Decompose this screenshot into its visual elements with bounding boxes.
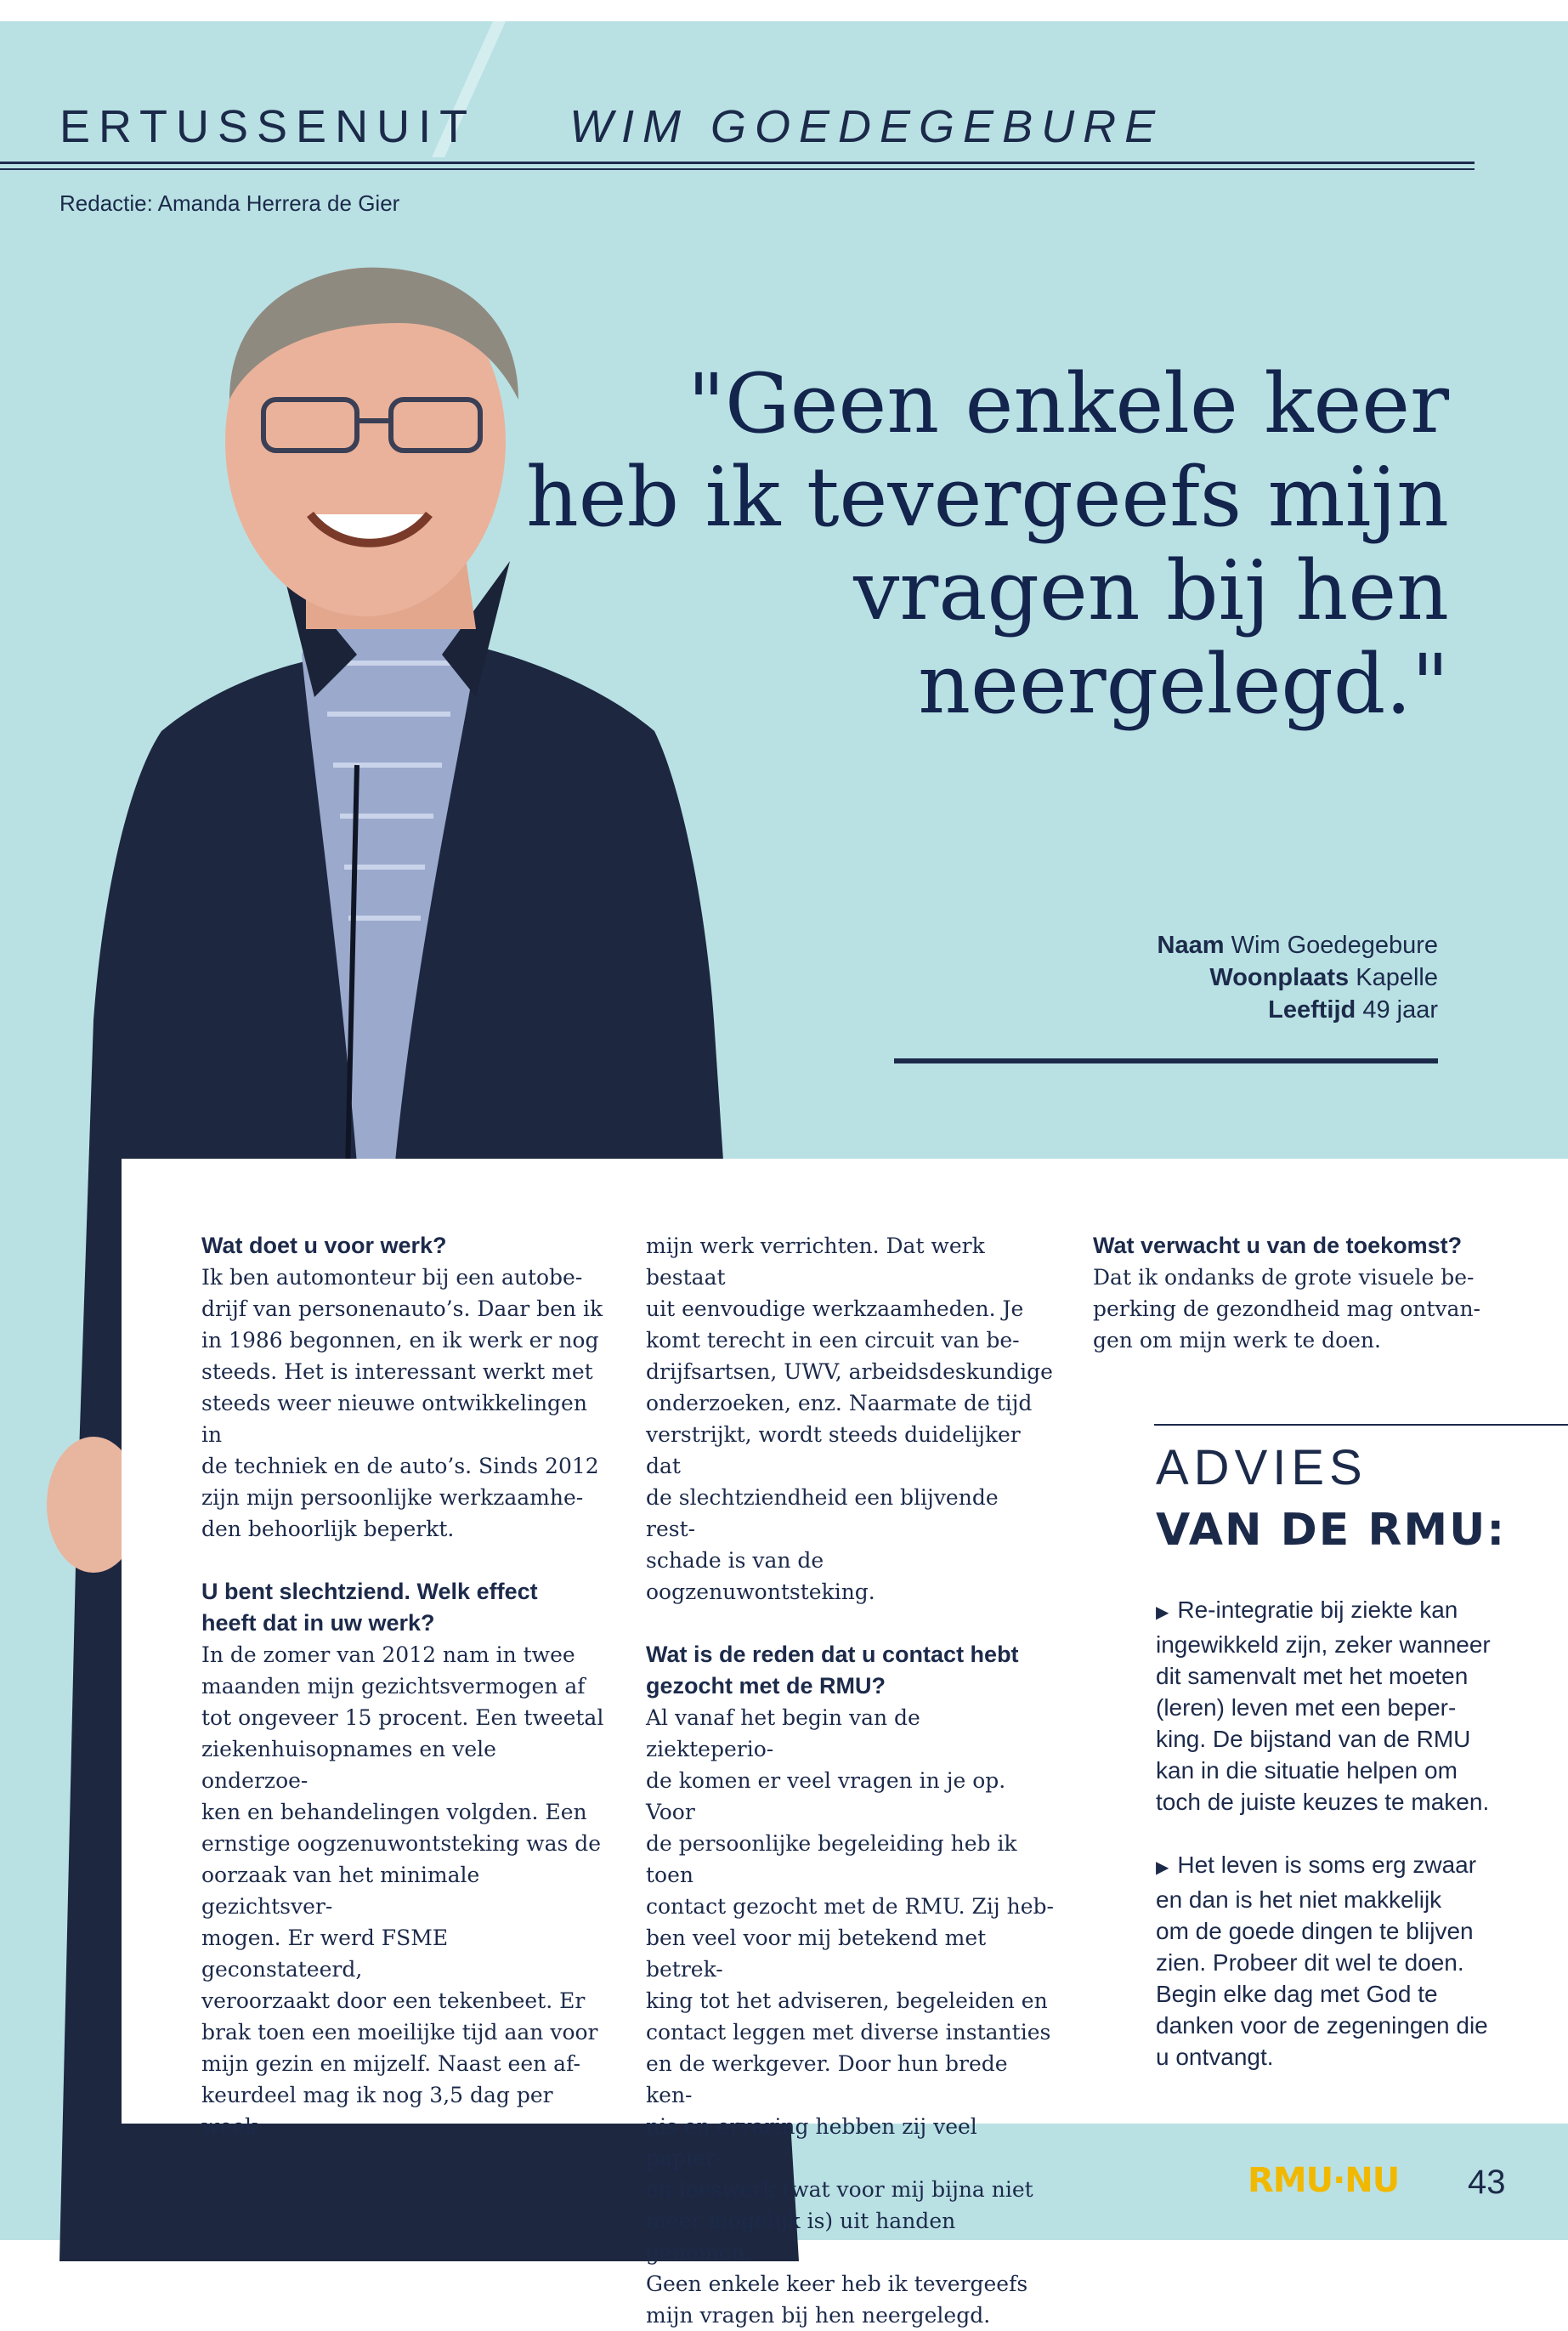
article-column-3 [1093,1230,1492,1356]
text-line: oorzaak van het minimale gezichtsver- [201,1863,480,1919]
text-line: danken voor de zegeningen die [1156,2012,1488,2039]
text-line: uit eenvoudige werkzaamheden. Je [646,1296,1024,1321]
text-line: U bent slechtziend. Welk effect [201,1579,538,1604]
text-line: om de goede dingen te blijven [1156,1918,1474,1944]
advies-tip [1156,1849,1513,2073]
bullet-arrow-icon: ▶ [1156,1603,1169,1622]
person-name-title: WIM GOEDEGEBURE [569,101,1164,152]
text-line: ziekenhuisopnames en vele onderzoe- [201,1737,496,1793]
advies-title: ADVIES [1156,1440,1367,1495]
text-line: maanden mijn gezichtsvermogen af [201,1674,586,1699]
text-line: de slechtziendheid een blijvende rest- [646,1485,999,1541]
text-line: gezocht met de RMU? [646,1673,886,1699]
text-line: zijn mijn persoonlijke werkzaamhe- [201,1485,584,1510]
article-column-2 [646,1230,1054,2331]
fact-value: Wim Goedegebure [1231,932,1438,959]
pull-quote: "Geen enkele keer heb ik tevergeefs mijn vragen bij hen neergelegd." [525,356,1449,732]
text-line: In de zomer van 2012 nam in twee [201,1642,575,1667]
rmu-nu-logo: RMU·NU [1248,2161,1400,2200]
text-line: contact leggen met diverse instanties [646,2020,1051,2045]
text-line: Re-integratie bij ziekte kan [1177,1597,1458,1623]
section-title: ERTUSSENUIT [59,101,477,152]
fact-label: Woonplaats [1209,964,1350,991]
text-line: king. De bijstand van de RMU [1156,1726,1471,1752]
text-line: in 1986 begonnen, en ik werk er nog [201,1328,599,1353]
text-line: Dat ik ondanks de grote visuele be- [1093,1265,1475,1290]
text-line: drijfsartsen, UWV, arbeidsdeskundige [646,1359,1053,1384]
text-line: perking de gezondheid mag ontvan- [1093,1296,1480,1321]
text-line: ingewikkeld zijn, zeker wanneer [1156,1631,1491,1658]
fact-value: 49 jaar [1362,996,1438,1024]
text-line: tot ongeveer 15 procent. Een tweetal [201,1705,604,1730]
text-line: Wat is de reden dat u contact hebt [646,1642,1019,1667]
interview-answer [1093,1262,1492,1356]
fact-name [1020,929,1438,961]
text-line: keurdeel mag ik nog 3,5 dag per week [201,2083,553,2139]
text-line: dit samenvalt met het moeten [1156,1663,1469,1689]
text-line: onderzoeken, enz. Naarmate de tijd [646,1391,1033,1415]
text-line: drijf van personenauto’s. Daar ben ik [201,1296,603,1321]
text-line: nis en ervaring hebben zij veel papier- [646,2114,977,2170]
advies-subtitle: VAN DE RMU: [1156,1505,1507,1556]
text-line: verstrijkt, wordt steeds duidelijker dat [646,1422,1021,1478]
interview-answer-continued [646,1230,1054,1608]
text-line: de persoonlijke begeleiding heb ik toen [646,1831,1017,1887]
text-line: ernstige oogzenuwontsteking was de [201,1831,602,1856]
bullet-arrow-icon: ▶ [1156,1858,1169,1877]
text-line: kan in die situatie helpen om [1156,1757,1458,1784]
text-line: de techniek en de auto’s. Sinds 2012 [201,1454,599,1478]
text-line: king tot het adviseren, begeleiden en [646,1988,1048,2013]
text-line: schade is van de oogzenuwontsteking. [646,1548,875,1604]
text-line: gen om mijn werk te doen. [1093,1328,1381,1353]
header [59,100,1163,160]
interview-answer [201,1262,609,1545]
text-line: ben veel voor mij betekend met betrek- [646,1925,987,1982]
text-line: ken en behandelingen volgden. Een [201,1800,587,1824]
text-line: steeds. Het is interessant werkt met [201,1359,593,1384]
text-line: veroorzaakt door een tekenbeet. Er [201,1988,586,2013]
interview-answer [646,1702,1054,2331]
page-number: 43 [1468,2164,1506,2201]
editor-credit: Redactie: Amanda Herrera de Gier [59,190,400,216]
text-line: heeft dat in uw werk? [201,1610,435,1636]
fact-residence [1020,961,1438,994]
text-line: zien. Probeer dit wel te doen. [1156,1949,1464,1976]
interview-question [646,1639,1054,1702]
text-line: mijn gezin en mijzelf. Naast een af- [201,2051,580,2076]
text-line: contact gezocht met de RMU. Zij heb- [646,1894,1054,1919]
text-line: en leeswerk (wat voor mij bijna niet [646,2177,1033,2202]
fact-value: Kapelle [1356,964,1438,991]
interview-question [201,1576,609,1639]
fact-box [1020,929,1438,1026]
text-line: en de werkgever. Door hun brede ken- [646,2051,1008,2107]
text-line: Ik ben automonteur bij een autobe- [201,1265,583,1290]
text-line: Het leven is soms erg zwaar [1177,1852,1477,1878]
advies-tips [1156,1594,1513,2104]
interview-answer [201,1639,609,2142]
text-line: toch de juiste keuzes te maken. [1156,1789,1490,1815]
article-column-1 [201,1230,609,2142]
fact-label: Leeftijd [1268,996,1356,1024]
text-line: meer mogelijk is) uit handen genomen. [646,2209,956,2265]
text-line: mijn werk verrichten. Dat werk bestaat [646,1234,985,1290]
text-line: Al vanaf het begin van de ziekteperio- [646,1705,920,1761]
advies-tip [1156,1594,1513,1818]
interview-question: Wat verwacht u van de toekomst? [1093,1233,1463,1258]
advies-rule [1154,1424,1568,1426]
interview-question: Wat doet u voor werk? [201,1233,447,1258]
fact-label: Naam [1157,932,1225,959]
fact-box-rule [894,1058,1438,1063]
fact-age [1020,994,1438,1026]
text-line: mogen. Er werd FSME geconstateerd, [201,1925,449,1982]
header-rule-thin [0,168,1475,170]
text-line: Geen enkele keer heb ik tevergeefs [646,2271,1028,2296]
text-line: en dan is het niet makkelijk [1156,1886,1442,1913]
text-line: Begin elke dag met God te [1156,1981,1438,2007]
text-line: den behoorlijk beperkt. [201,1517,455,1541]
text-line: mijn vragen bij hen neergelegd. [646,2303,991,2328]
text-line: brak toen een moeilijke tijd aan voor [201,2020,598,2045]
header-rule [0,162,1475,164]
text-line: u ontvangt. [1156,2044,1274,2070]
text-line: (leren) leven met een beper- [1156,1694,1457,1721]
text-line: de komen er veel vragen in je op. Voor [646,1768,1006,1824]
text-line: steeds weer nieuwe ontwikkelingen in [201,1391,587,1447]
text-line: komt terecht in een circuit van be- [646,1328,1020,1353]
